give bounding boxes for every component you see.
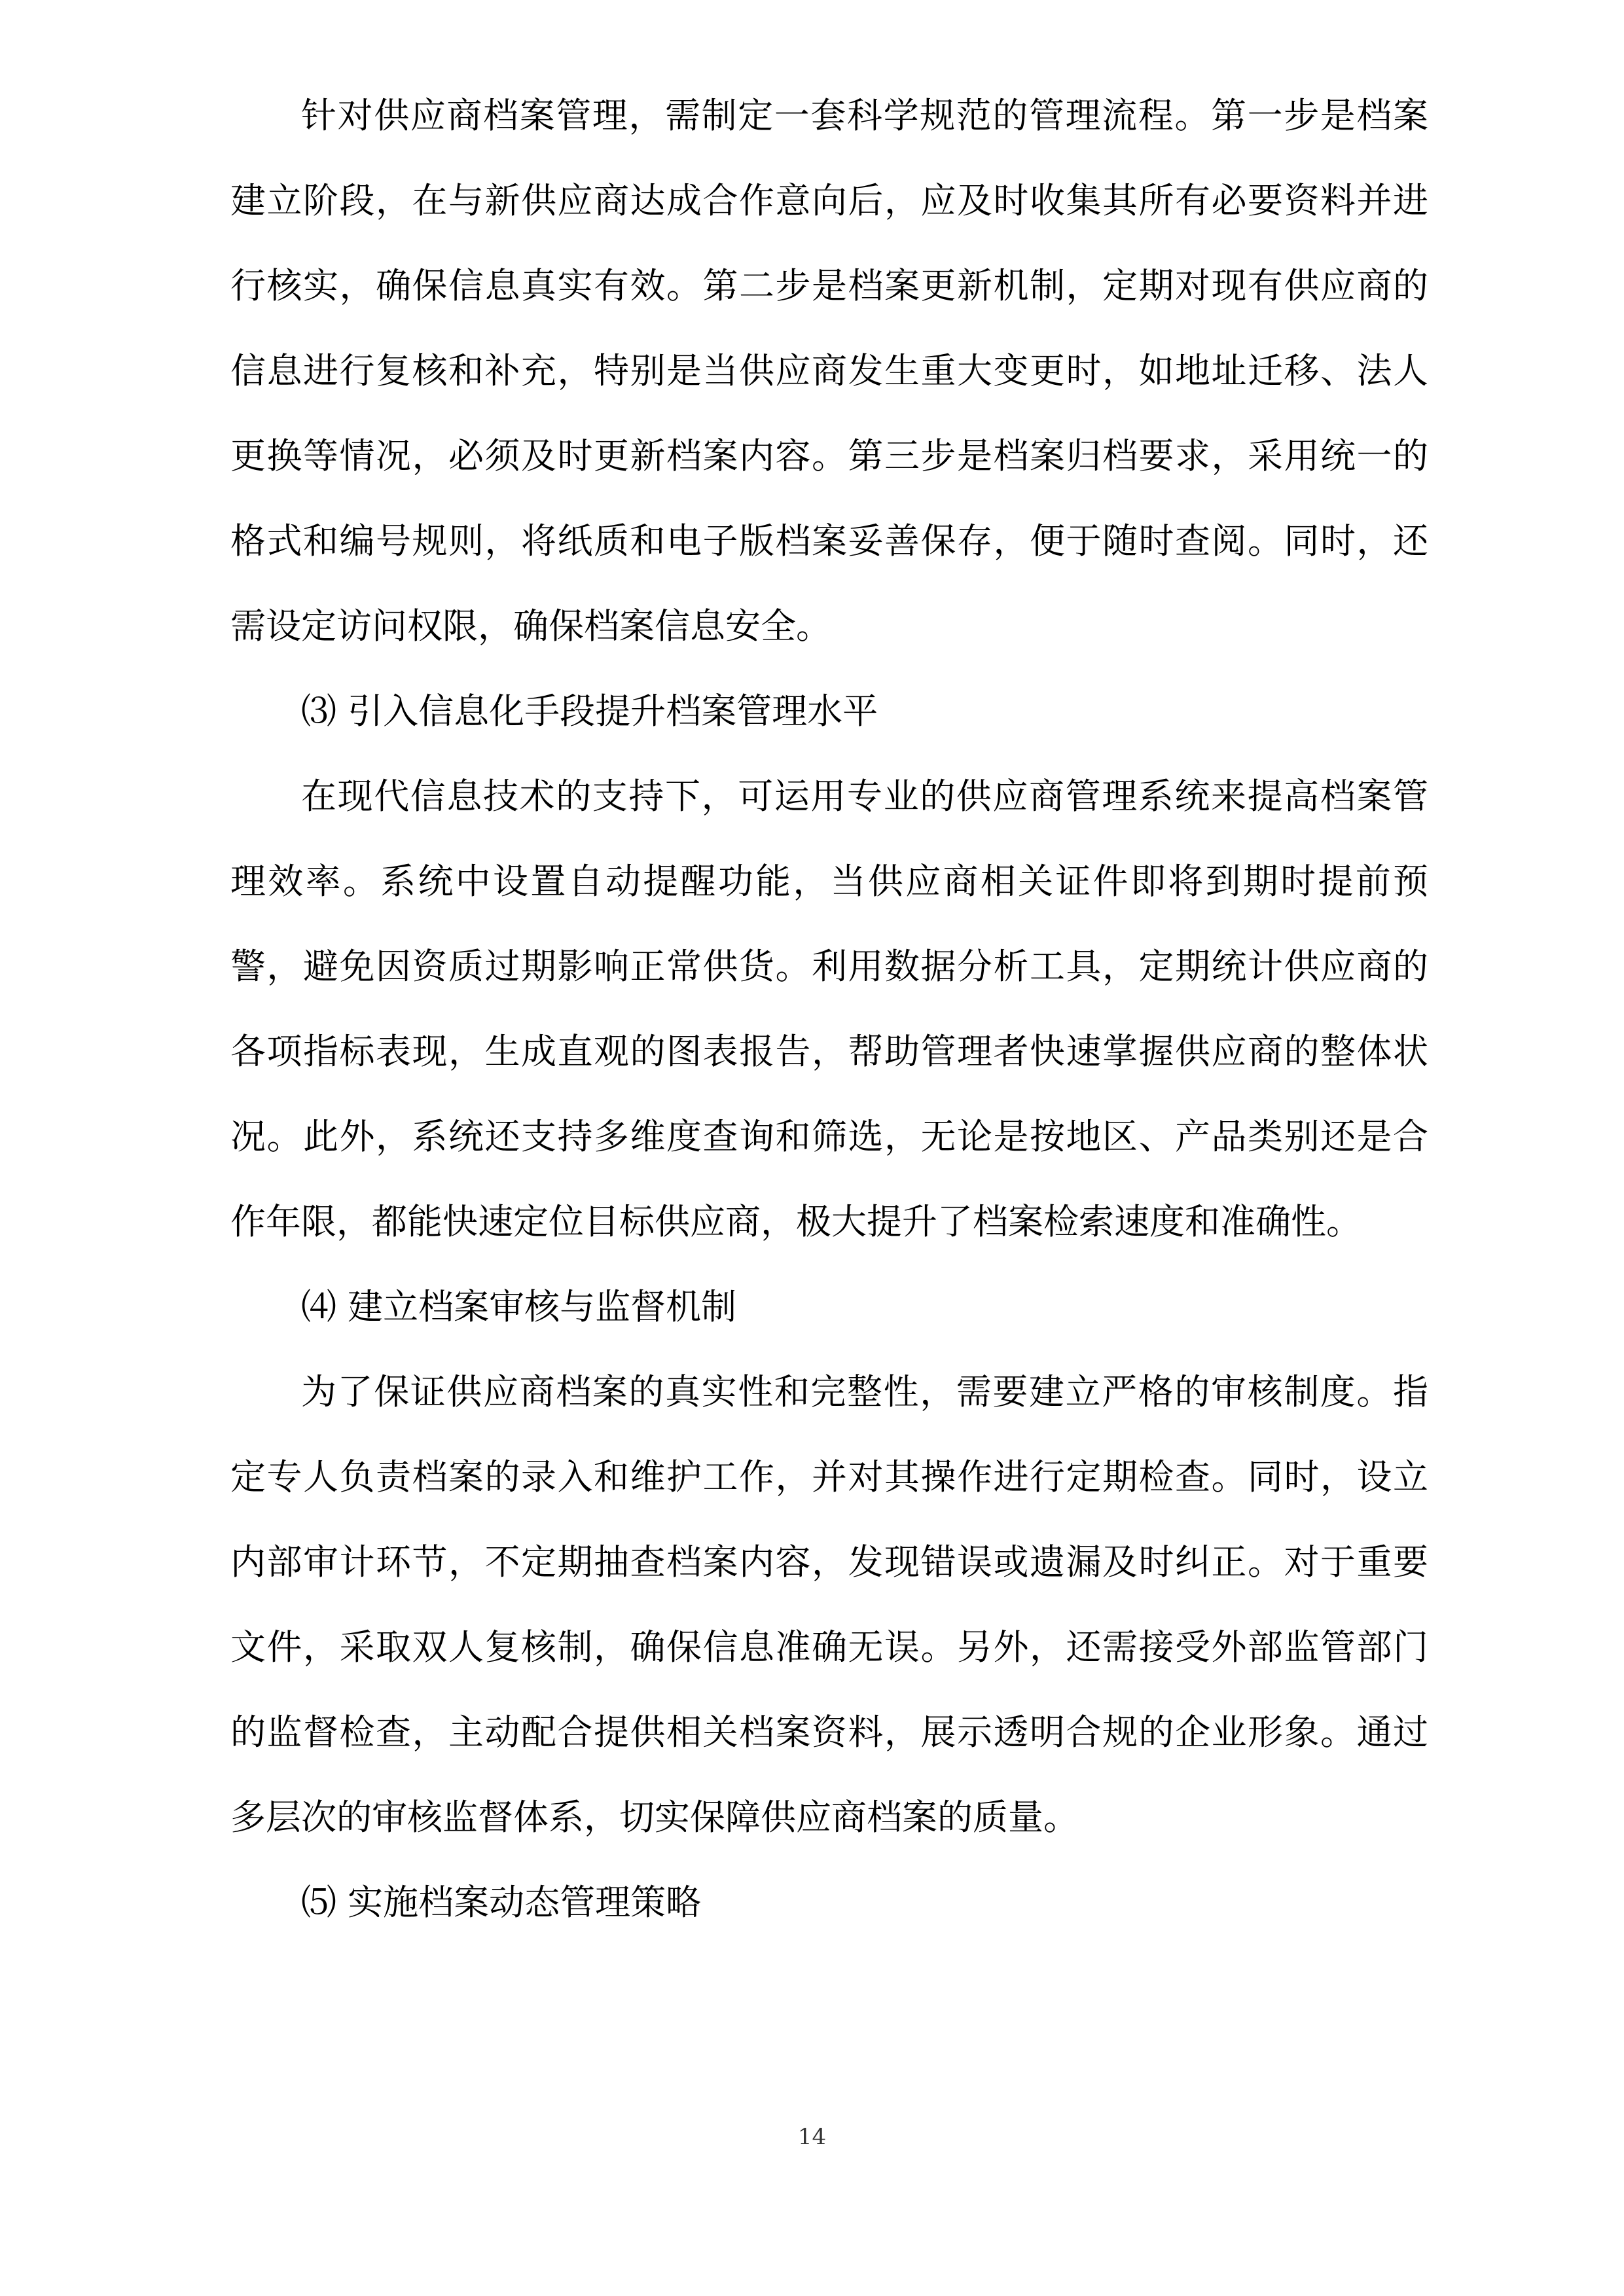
section-heading-3: ⑶ 引入信息化手段提升档案管理水平 — [301, 691, 878, 732]
section-heading-5: ⑸ 实施档案动态管理策略 — [301, 1882, 702, 1923]
paragraph-informatization: 在现代信息技术的支持下，可运用专业的供应商管理系统来提高档案管理效率。系统中设置自动提醒功能，当供应商相关证件即将到期时提前预警，避免因资质过期影响正常供货。利用数据分析工具，定期统计供应商的各项指标表现，生成直观的图表报告，帮助管理者快速掌握供应商的整体状况。此外，系统还支持多维度查询和筛选，无论是按地区、产品类别还是合作年限，都能快速定位目标供应商，极大提升了档案检索速度和准确性。 — [230, 776, 1428, 1242]
page-number: 14 — [797, 2124, 827, 2150]
paragraph-archive-workflow: 针对供应商档案管理，需制定一套科学规范的管理流程。第一步是档案建立阶段，在与新供应商达成合作意向后，应及时收集其所有必要资料并进行核实，确保信息真实有效。第二步是档案更新机制，定期对现有供应商的信息进行复核和补充，特别是当供应商发生重大变更时，如地址迁移、法人更换等情况，必须及时更新档案内容。第三步是档案归档要求，采用统一的格式和编号规则，将纸质和电子版档案妥善保存，便于随时查阅。同时，还需设定访问权限，确保档案信息安全。 — [230, 95, 1428, 647]
body-text — [230, 73, 1428, 1945]
paragraph-audit-supervision: 为了保证供应商档案的真实性和完整性，需要建立严格的审核制度。指定专人负责档案的录入和维护工作，并对其操作进行定期检查。同时，设立内部审计环节，不定期抽查档案内容，发现错误或遗漏及时纠正。对于重要文件，采取双人复核制，确保信息准确无误。另外，还需接受外部监管部门的监督检查，主动配合提供相关档案资料，展示透明合规的企业形象。通过多层次的审核监督体系，切实保障供应商档案的质量。 — [230, 1371, 1428, 1838]
section-heading-4: ⑷ 建立档案审核与监督机制 — [301, 1286, 737, 1327]
